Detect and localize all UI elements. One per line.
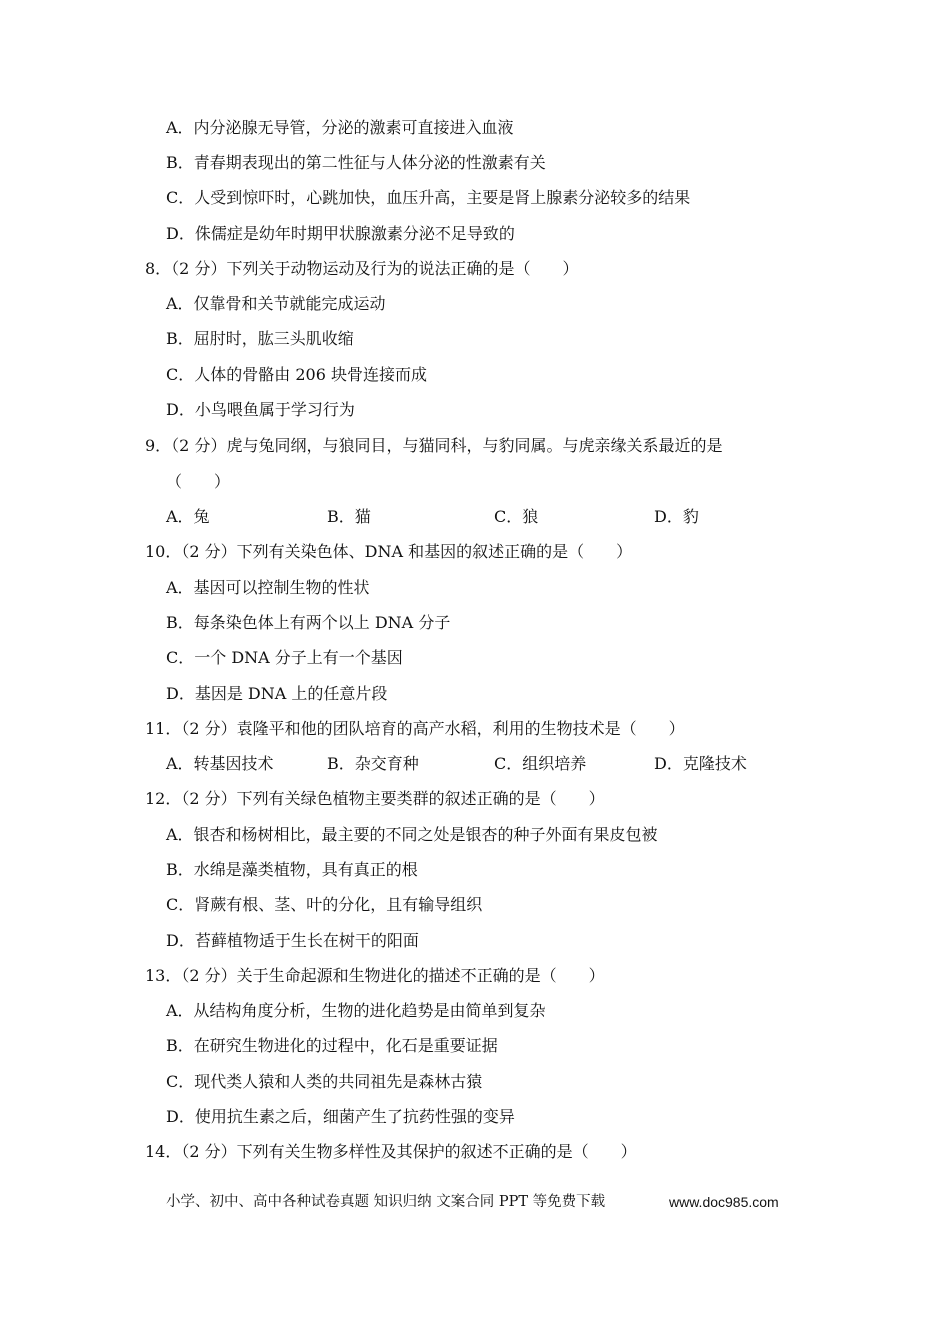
q8-stem: 8．（2 分）下列关于动物运动及行为的说法正确的是（ ） xyxy=(145,259,579,278)
footer-promo-text: 小学、初中、高中各种试卷真题 知识归纳 文案合同 PPT 等免费下载 xyxy=(166,1194,606,1210)
q8-option-c: C．人体的骨骼由 206 块骨连接而成 xyxy=(166,365,427,384)
q12-option-b: B．水绵是藻类植物，具有真正的根 xyxy=(166,860,418,879)
q9-option-a: A．兔 xyxy=(166,507,210,526)
q7-option-b: B．青春期表现出的第二性征与人体分泌的性激素有关 xyxy=(166,153,546,172)
q13-option-c: C．现代类人猿和人类的共同祖先是森林古猿 xyxy=(166,1072,483,1091)
q7-option-a: A．内分泌腺无导管，分泌的激素可直接进入血液 xyxy=(166,118,514,137)
q9-option-d: D．豹 xyxy=(654,507,699,526)
q13-option-d: D．使用抗生素之后，细菌产生了抗药性强的变异 xyxy=(166,1107,515,1126)
q9-option-b: B．猫 xyxy=(327,507,371,526)
q12-option-d: D．苔藓植物适于生长在树干的阳面 xyxy=(166,931,419,950)
q11-option-b: B．杂交育种 xyxy=(327,754,419,773)
q9-stem: 9．（2 分）虎与兔同纲，与狼同目，与猫同科，与豹同属。与虎亲缘关系最近的是 xyxy=(145,436,723,455)
q8-option-a: A．仅靠骨和关节就能完成运动 xyxy=(166,294,386,313)
q9-stem-bracket: （ ） xyxy=(166,472,231,491)
q10-option-b: B．每条染色体上有两个以上 DNA 分子 xyxy=(166,613,451,632)
q14-stem: 14．（2 分）下列有关生物多样性及其保护的叙述不正确的是（ ） xyxy=(145,1142,637,1161)
q8-option-b: B．屈肘时，肱三头肌收缩 xyxy=(166,329,354,348)
q10-option-a: A．基因可以控制生物的性状 xyxy=(166,578,370,597)
q12-stem: 12．（2 分）下列有关绿色植物主要类群的叙述正确的是（ ） xyxy=(145,789,605,808)
q10-stem: 10．（2 分）下列有关染色体、DNA 和基因的叙述正确的是（ ） xyxy=(145,542,633,561)
q11-option-d: D．克隆技术 xyxy=(654,754,747,773)
q10-option-d: D．基因是 DNA 上的任意片段 xyxy=(166,684,388,703)
q12-option-a: A．银杏和杨树相比，最主要的不同之处是银杏的种子外面有果皮包被 xyxy=(166,825,658,844)
q11-option-c: C．组织培养 xyxy=(494,754,587,773)
q12-option-c: C．肾蕨有根、茎、叶的分化，且有输导组织 xyxy=(166,895,483,914)
footer-website-link[interactable]: www.doc985.com xyxy=(669,1194,779,1210)
q13-option-a: A．从结构角度分析，生物的进化趋势是由简单到复杂 xyxy=(166,1001,546,1020)
q10-option-c: C．一个 DNA 分子上有一个基因 xyxy=(166,648,403,667)
q13-stem: 13．（2 分）关于生命起源和生物进化的描述不正确的是（ ） xyxy=(145,966,605,985)
q9-option-c: C．狼 xyxy=(494,507,539,526)
q13-option-b: B．在研究生物进化的过程中，化石是重要证据 xyxy=(166,1036,498,1055)
q11-option-a: A．转基因技术 xyxy=(166,754,274,773)
q7-option-d: D．侏儒症是幼年时期甲状腺激素分泌不足导致的 xyxy=(166,224,515,243)
q11-stem: 11．（2 分）袁隆平和他的团队培育的高产水稻，利用的生物技术是（ ） xyxy=(145,719,685,738)
q7-option-c: C．人受到惊吓时，心跳加快，血压升高，主要是肾上腺素分泌较多的结果 xyxy=(166,188,691,207)
q8-option-d: D．小鸟喂鱼属于学习行为 xyxy=(166,400,355,419)
